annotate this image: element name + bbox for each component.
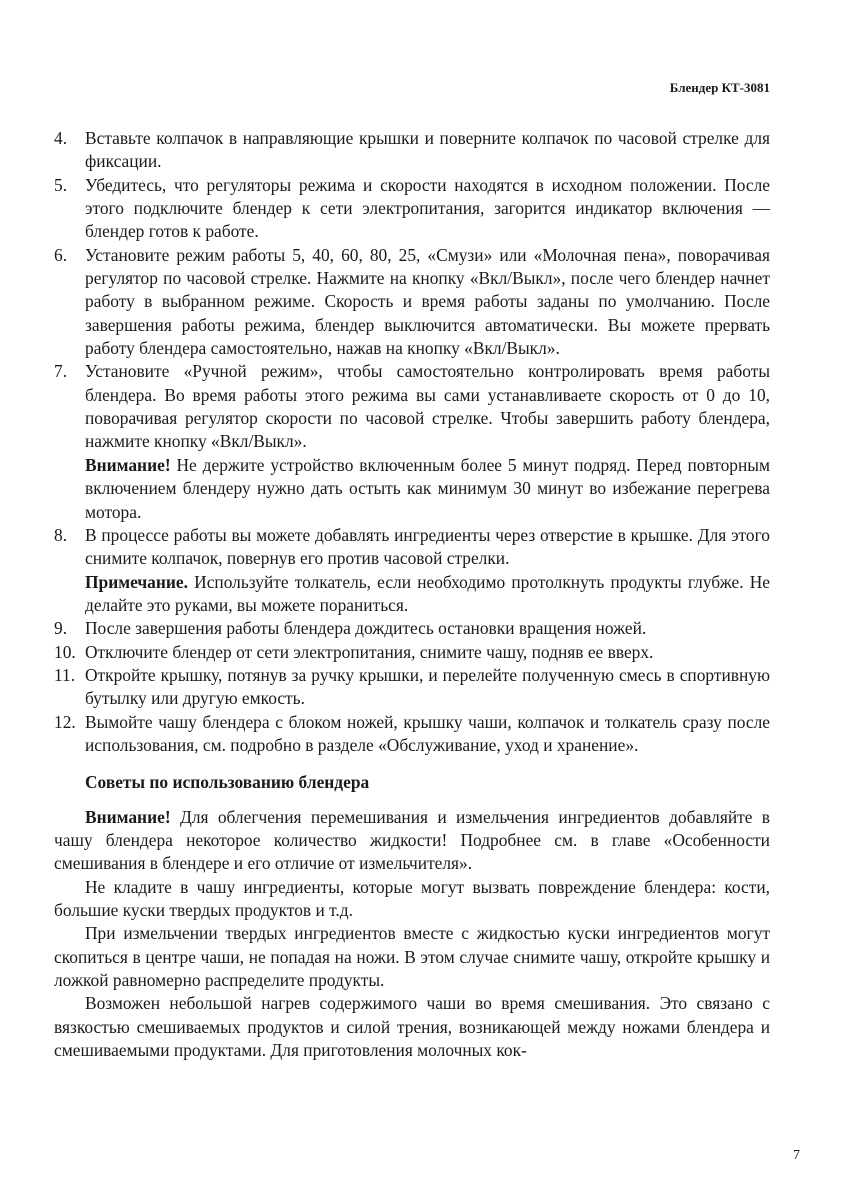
step-text: Откройте крышку, потянув за ручку крышки, и перелейте полученную смесь в спортивную бутылку или другую емкость.: [85, 664, 770, 709]
warning-text: Не держите устройство включенным более 5 минут подряд. Перед повторным включением блендеру нужно дать остыть как минимум 30 минут во избежание перегрева мотора.: [85, 454, 770, 522]
section-title: Советы по использованию блендера: [85, 772, 370, 793]
step-number: 4.: [54, 128, 68, 148]
step-item: [54, 127, 770, 174]
step-number: 9.: [54, 618, 68, 639]
step-number: 5.: [54, 174, 68, 195]
step-item: [54, 524, 770, 571]
running-header: Блендер КТ-3081: [669, 80, 770, 95]
step-text: В процессе работы вы можете добавлять ингредиенты через отверстие в крышке. Для этого снимите колпачок, повернув его против часовой стрелки.: [85, 524, 770, 569]
remark-note: [54, 571, 770, 618]
step-text: Убедитесь, что регуляторы режима и скорости находятся в исходном положении. После этого подключите блендер к сети электропитания, загорится индикатор включения — блендер готов к работе.: [85, 174, 770, 242]
step-item: [54, 617, 770, 640]
step-text: Установите режим работы 5, 40, 60, 80, 25, «Смузи» или «Молочная пена», поворачивая регулятор по часовой стрелке. Нажмите на кнопку «Вкл/Выкл», после чего блендер начнет работу в выбранном режиме. Скорость и время работы заданы по умолчанию. После завершения работы режима, блендер выключится автоматически. Вы можете прервать работу блендера самостоятельно, нажав на кнопку «Вкл/Выкл».: [85, 244, 770, 359]
step-number: 10.: [54, 641, 76, 662]
step-item: [54, 664, 770, 711]
step-text: Вставьте колпачок в направляющие крышки и поверните колпачок по часовой стрелке для фиксации.: [85, 128, 770, 172]
step-item: [54, 174, 770, 244]
paragraph: [54, 806, 770, 876]
paragraph-label: Внимание!: [85, 806, 171, 827]
step-number: 11.: [54, 664, 76, 685]
paragraph: [54, 876, 770, 923]
paragraph: [54, 992, 770, 1062]
paragraph-text: Не кладите в чашу ингредиенты, которые могут вызвать повреждение блендера: кости, большие куски твердых продуктов и т.д.: [54, 876, 770, 920]
step-number: 12.: [54, 711, 76, 732]
paragraph-text: При измельчении твердых ингредиентов вместе с жидкостью куски ингредиентов могут скопиться в центре чаши, не попадая на ножи. В этом случае снимите чашу, откройте крышку и ложкой равномерно распределите продукты.: [54, 923, 770, 991]
step-item: [54, 360, 770, 453]
step-text: Вымойте чашу блендера с блоком ножей, крышку чаши, колпачок и толкатель сразу после использования, см. подробно в разделе «Обслуживание, уход и хранение».: [85, 711, 770, 755]
warning-note: [54, 454, 770, 524]
paragraph: [54, 922, 770, 992]
step-number: 6.: [54, 244, 68, 265]
step-item: [54, 641, 770, 664]
step-number: 8.: [54, 524, 68, 545]
step-text: Отключите блендер от сети электропитания, снимите чашу, подняв ее вверх.: [85, 641, 654, 662]
step-number: 7.: [54, 361, 68, 382]
paragraph-text: Для облегчения перемешивания и измельчения ингредиентов добавляйте в чашу блендера некоторое количество жидкости! Подробнее см. в главе «Особенности смешивания в блендере и его отличие от измельчителя».: [54, 806, 770, 874]
step-item: [54, 244, 770, 361]
step-item: [54, 711, 770, 758]
page-number: 7: [793, 1148, 800, 1163]
step-text: Установите «Ручной режим», чтобы самостоятельно контролировать время работы блендера. Во время работы этого режима вы сами устанавливаете скорость от 0 до 10, поворачивая регулятор скорости по часовой стрелке. Чтобы завершить работу блендера, нажмите кнопку «Вкл/Выкл».: [85, 361, 770, 452]
paragraph-text: Возможен небольшой нагрев содержимого чаши во время смешивания. Это связано с вязкостью смешиваемых продуктов и силой трения, возникающей между ножами блендера и смешиваемыми продуктами. Для приготовления молочных кок-: [54, 993, 770, 1061]
remark-label: Примечание.: [85, 571, 188, 592]
step-text: После завершения работы блендера дождитесь остановки вращения ножей.: [85, 618, 647, 639]
remark-text: Используйте толкатель, если необходимо протолкнуть продукты глубже. Не делайте это руками, вы можете пораниться.: [85, 571, 770, 615]
instruction-steps: [54, 127, 770, 757]
warning-label: Внимание!: [85, 454, 171, 475]
page-content: [54, 127, 770, 1062]
